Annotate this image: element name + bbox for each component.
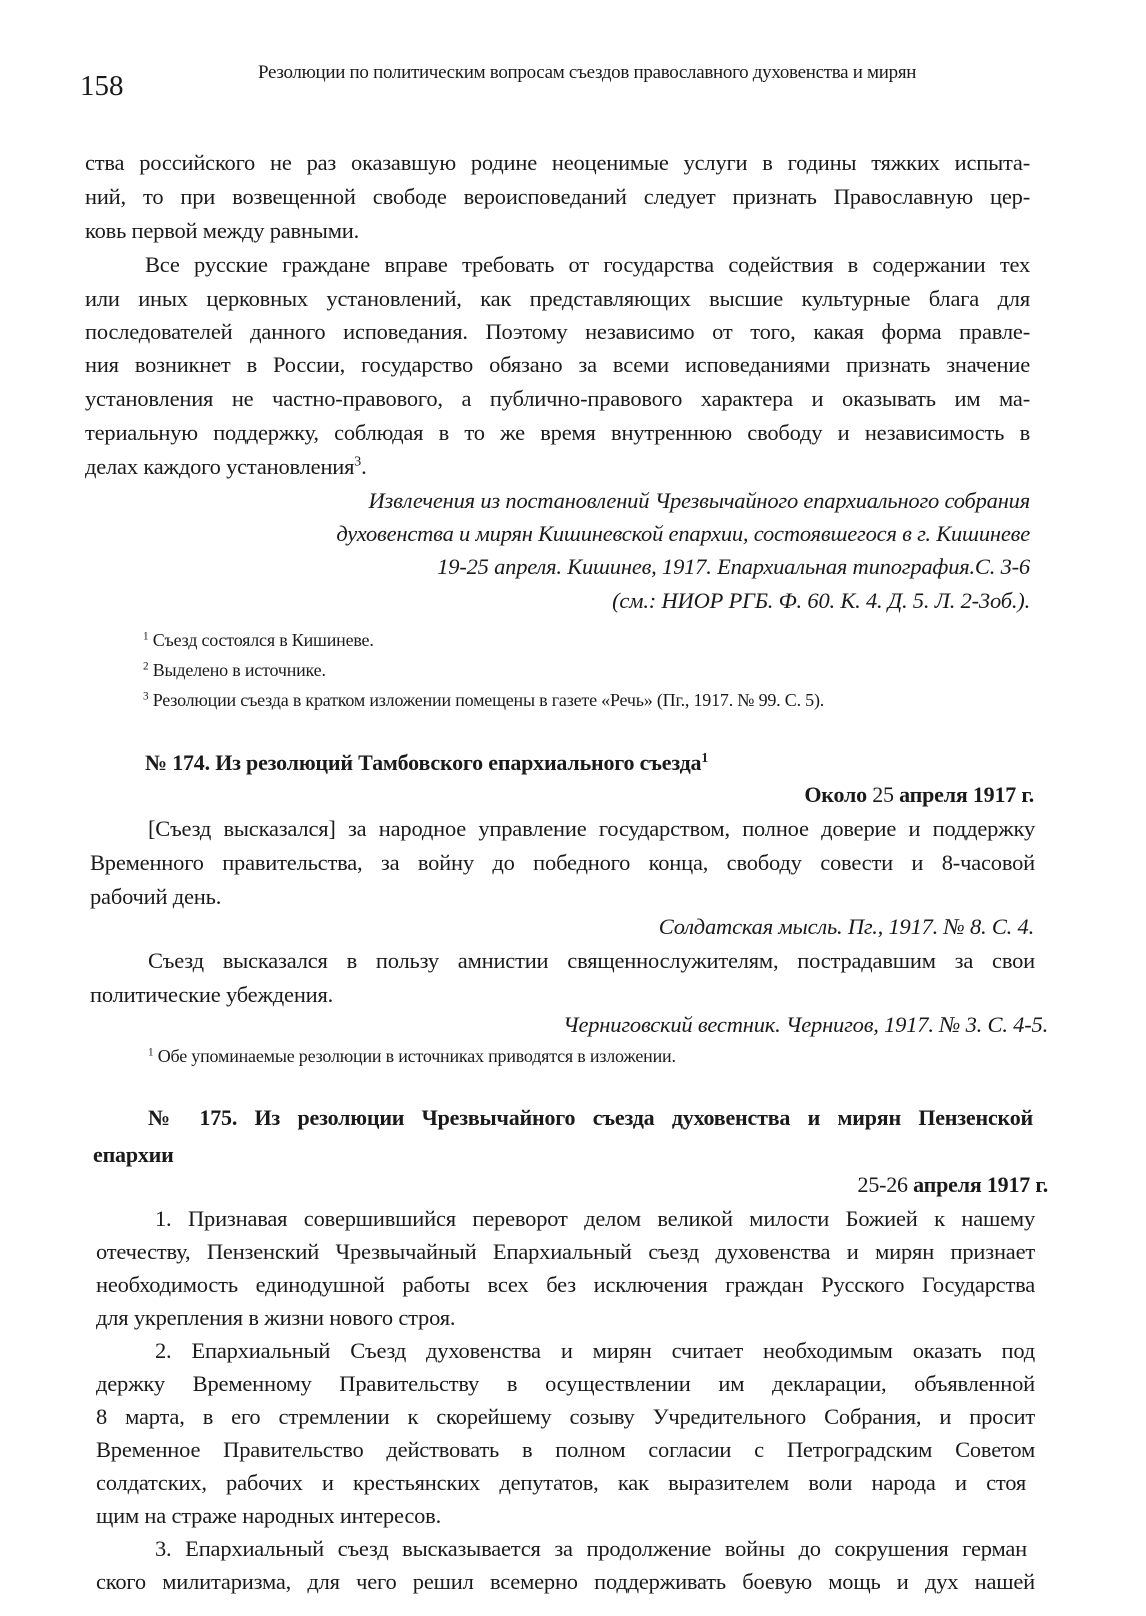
footnote-ref[interactable]: 3 bbox=[354, 454, 362, 470]
footnote-mark: 1 bbox=[143, 630, 149, 643]
date-day: 25 bbox=[872, 782, 894, 807]
page-number: 158 bbox=[80, 70, 124, 102]
source-citation: Черниговский вестник. Чернигов, 1917. № 3. С. 4-5. bbox=[563, 1012, 1048, 1037]
source-citation-line: духовенства и мирян Кишиневской епархии, состоявшегося в г. Кишиневе bbox=[336, 521, 1030, 546]
footnote-text: Съезд состоялся в Кишиневе. bbox=[152, 630, 374, 650]
punct: . bbox=[361, 454, 367, 479]
body-line: политические убеждения. bbox=[90, 982, 334, 1007]
footnote bbox=[143, 660, 326, 681]
body-line-last bbox=[85, 454, 367, 480]
body-line: ний, то при возвещенной свободе вероисповеданий следует признать Православную цер- bbox=[85, 184, 1030, 209]
source-citation-line: (см.: НИОР РГБ. Ф. 60. К. 4. Д. 5. Л. 2-3об.). bbox=[612, 588, 1030, 613]
body-line: 3. Епархиальный съезд высказывается за продолжение войны до сокрушения герман bbox=[155, 1536, 1027, 1561]
date-rest: апреля 1917 г. bbox=[899, 782, 1034, 807]
footnote bbox=[143, 630, 374, 651]
body-line: 1. Признавая совершившийся переворот делом великой милости Божией к нашему bbox=[155, 1206, 1035, 1231]
footnote bbox=[143, 690, 824, 711]
footnote-mark: 3 bbox=[143, 690, 149, 703]
body-line: последователей данного исповедания. Поэтому независимо от того, какая форма правле- bbox=[85, 319, 1030, 344]
body-text: делах каждого установления bbox=[85, 454, 355, 479]
body-line: Временное Правительство действовать в полном согласии с Петроградским Советом bbox=[96, 1437, 1035, 1462]
body-line: отечеству, Пензенский Чрезвычайный Епархиальный съезд духовенства и мирян признает bbox=[96, 1239, 1035, 1264]
body-line: установления не частно-правового, а публично-правового характера и оказывать им ма- bbox=[85, 386, 1030, 411]
doc-175-title-line: епархии bbox=[93, 1142, 174, 1167]
body-line: [Съезд высказался] за народное управление государством, полное доверие и поддержку bbox=[148, 816, 1035, 841]
source-citation-line: 19-25 апреля. Кишинев, 1917. Епархиальная типография.С. 3-6 bbox=[437, 554, 1030, 579]
doc-175-date bbox=[858, 1172, 1048, 1198]
doc-174-title bbox=[145, 750, 708, 776]
body-line: или иных церковных установлений, как представляющих высшие культурные блага для bbox=[85, 286, 1030, 311]
body-line: ковь первой между равными. bbox=[85, 218, 360, 243]
date-rest: апреля 1917 г. bbox=[913, 1172, 1048, 1197]
body-line: ния возникнет в России, государство обязано за всеми исповеданиями признать значение bbox=[85, 352, 1030, 377]
body-line: рабочий день. bbox=[90, 884, 222, 909]
body-line: щим на страже народных интересов. bbox=[96, 1503, 442, 1528]
body-line: держку Временному Правительству в осуществлении им декларации, объявленной bbox=[96, 1371, 1035, 1396]
body-line: Съезд высказался в пользу амнистии священнослужителям, пострадавшим за свои bbox=[148, 948, 1035, 973]
date-days: 25-26 bbox=[857, 1172, 908, 1197]
footnote-mark: 1 bbox=[148, 1046, 154, 1059]
source-citation: Солдатская мысль. Пг., 1917. № 8. С. 4. bbox=[658, 914, 1034, 939]
body-line: ского милитаризма, для чего решил всемерно поддерживать боевую мощь и дух нашей bbox=[96, 1569, 1035, 1594]
footnote-text: Обе упоминаемые резолюции в источниках приводятся в изложении. bbox=[157, 1046, 676, 1066]
footnote-ref[interactable]: 1 bbox=[701, 749, 708, 765]
body-line: Временного правительства, за войну до победного конца, свободу совести и 8-часовой bbox=[90, 850, 1035, 875]
running-title: Резолюции по политическим вопросам съездов православного духовенства и мирян bbox=[258, 62, 917, 83]
footnote-text: Выделено в источнике. bbox=[152, 660, 326, 680]
body-line: ства российского не раз оказавшую родине неоценимые услуги в годины тяжких испыта- bbox=[85, 150, 1030, 175]
doc-174-date bbox=[804, 782, 1034, 808]
source-citation-line: Извлечения из постановлений Чрезвычайного епархиального собрания bbox=[368, 488, 1030, 513]
footnote-text: Резолюции съезда в кратком изложении помещены в газете «Речь» (Пг., 1917. № 99. С. 5). bbox=[152, 690, 825, 710]
doc-title-text: № 174. Из резолюций Тамбовского епархиального съезда bbox=[145, 750, 702, 775]
doc-175-title-line: № 175. Из резолюции Чрезвычайного съезда духовенства и мирян Пензенской bbox=[148, 1105, 1033, 1130]
body-line: Все русские граждане вправе требовать от государства содействия в содержании тех bbox=[145, 252, 1030, 277]
body-line: солдатских, рабочих и крестьянских депутатов, как выразителем воли народа и стоя bbox=[96, 1470, 1026, 1495]
body-line: для укрепления в жизни нового строя. bbox=[96, 1305, 456, 1330]
body-line: необходимость единодушной работы всех без исключения граждан Русского Государства bbox=[96, 1272, 1035, 1297]
body-line: 8 марта, в его стремлении к скорейшему созыву Учредительного Собрания, и просит bbox=[96, 1404, 1035, 1429]
body-line: 2. Епархиальный Съезд духовенства и мирян считает необходимым оказать под bbox=[155, 1338, 1035, 1363]
footnote bbox=[148, 1046, 676, 1067]
footnote-mark: 2 bbox=[143, 660, 149, 673]
body-line: териальную поддержку, соблюдая в то же время внутреннюю свободу и независимость в bbox=[85, 420, 1030, 445]
date-prefix: Около bbox=[804, 782, 867, 807]
